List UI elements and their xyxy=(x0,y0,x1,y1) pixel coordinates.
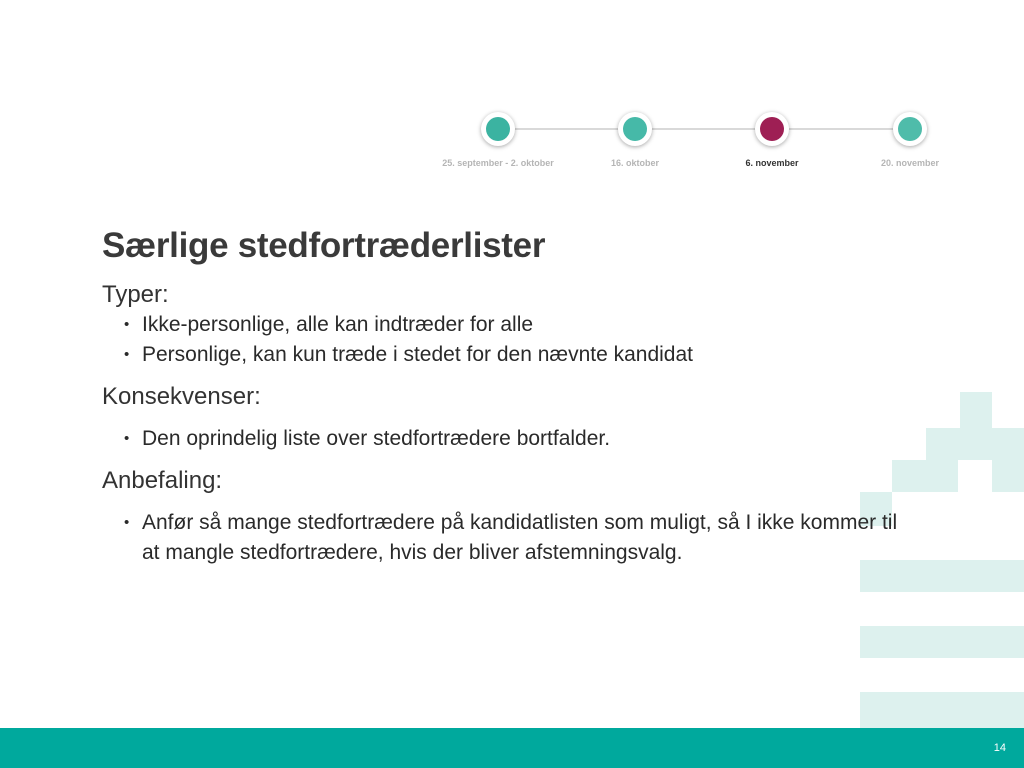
timeline-dot-active xyxy=(760,117,784,141)
timeline-connector xyxy=(498,128,910,130)
types-list xyxy=(102,310,902,370)
timeline-label-2: 16. oktober xyxy=(610,158,660,168)
section-heading-types: Typer: xyxy=(102,281,169,308)
recommendation-list xyxy=(102,508,902,568)
timeline xyxy=(430,108,950,178)
timeline-label-3: 6. november xyxy=(745,158,799,168)
slide-title: Særlige stedfortræderlister xyxy=(102,226,546,265)
timeline-node-1 xyxy=(481,112,515,146)
timeline-node-2 xyxy=(618,112,652,146)
list-item: • Den oprindelig liste over stedfortrædere bortfalder. xyxy=(102,424,902,454)
timeline-dot-upcoming xyxy=(898,117,922,141)
timeline-dot-done xyxy=(623,117,647,141)
page-number: 14 xyxy=(993,742,1006,754)
list-item: • Anfør så mange stedfortrædere på kandidatlisten som muligt, så I ikke kommer til at mangle stedfortrædere, hvis der bliver afstemningsvalg. xyxy=(102,508,902,568)
section-heading-recommendation: Anbefaling: xyxy=(102,467,223,494)
list-item: • Ikke-personlige, alle kan indtræder for alle xyxy=(102,310,902,340)
section-heading-consequences: Konsekvenser: xyxy=(102,383,261,410)
timeline-label-4: 20. november xyxy=(880,158,940,168)
timeline-label-1: 25. september - 2. oktober xyxy=(442,158,554,168)
consequences-list xyxy=(102,424,902,454)
footer-bar xyxy=(0,728,1024,768)
timeline-dot-done xyxy=(486,117,510,141)
slide-content xyxy=(102,226,902,568)
timeline-node-3 xyxy=(755,112,789,146)
timeline-node-4 xyxy=(893,112,927,146)
list-item: • Personlige, kan kun træde i stedet for den nævnte kandidat xyxy=(102,340,902,370)
